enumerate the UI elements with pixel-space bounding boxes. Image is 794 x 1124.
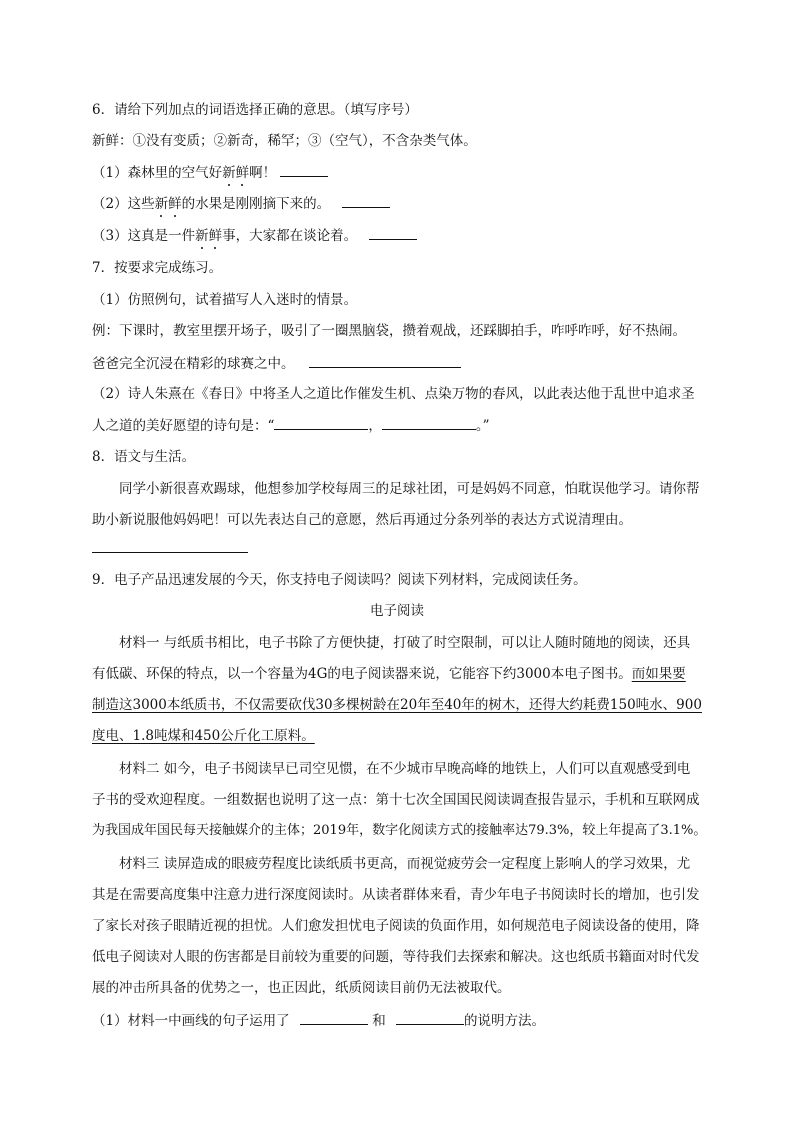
q6-item-1-post: 啊！ [249, 165, 277, 181]
material2-line2: 子书的受欢迎程度。一组数据也说明了这一点：第十七次全国国民阅读调查报告显示，手机和互联网成 [92, 792, 700, 808]
q6-item-1 [92, 162, 328, 183]
q7-sub2-end: 。” [475, 418, 490, 434]
q7-sub1: （1）仿照例句，试着描写人入迷时的情景。 [92, 292, 358, 308]
q7-stem: 7．按要求完成练习。 [92, 260, 223, 276]
material1-line2-text: 有低碳、环保的特点，以一个容量为4G的电子阅读器来说，它能容下约3000本电子图书。 [92, 666, 632, 682]
material2-line1: 材料二 如今，电子书阅读早已司空见惯，在不少城市早晚高峰的地铁上，人们可以直观感受到电 [119, 761, 691, 777]
q8-paragraph-line1: 同学小新很喜欢踢球，他想参加学校每周三的足球社团，可是妈妈不同意，怕耽误他学习。请你帮 [119, 481, 700, 497]
q7-sub2-mid: ， [368, 418, 382, 434]
dotted-char: 鲜 [208, 228, 223, 244]
q9-sub1-pre: （1）材料一中画线的句子运用了 [92, 1013, 290, 1029]
q6-meanings: 新鲜：①没有变质；②新奇，稀罕；③（空气），不含杂类气体。 [92, 133, 477, 149]
dotted-char: 鲜 [168, 196, 182, 212]
material1-line3: 制造这3000本纸质书，不仅需要砍伐30多棵树龄在20年至40年的树木，还得大约耗费150吨水、900 [92, 697, 702, 713]
material2-line3: 为我国成年国民每天接触媒介的主体；2019年，数字化阅读方式的接触率达79.3%，较上年提高了3.1%。 [92, 823, 707, 838]
q6-item-2 [92, 193, 390, 214]
q6-item-3-post: 事，大家都在谈论着。 [222, 228, 358, 244]
q8-paragraph-line2: 助小新说服他妈妈吧！可以先表达自己的意愿，然后再通过分条列举的表达方式说清理由。 [92, 512, 632, 528]
q6-item-3-pre: （3）这真是一件 [92, 228, 196, 244]
underlined-sentence: 而如果要 [631, 666, 686, 682]
material3-line2: 其是在需要高度集中注意力进行深度阅读时。从读者群体来看，青少年电子书阅读时长的增加，也引发 [92, 887, 700, 903]
q8-answer-blank[interactable] [92, 552, 248, 553]
q9-title: 电子阅读 [370, 603, 424, 619]
q9-stem: 9．电子产品迅速发展的今天，你支持电子阅读吗？阅读下列材料，完成阅读任务。 [92, 572, 587, 588]
answer-blank[interactable] [280, 162, 328, 177]
answer-blank[interactable] [309, 353, 461, 368]
material1-line1: 材料一 与纸质书相比，电子书除了方便快捷，打破了时空限制，可以让人随时随地的阅读，还具 [119, 635, 691, 651]
material1-line2 [92, 664, 686, 684]
q7-sub2-line1: （2）诗人朱熹在《春日》中将圣人之道比作催发生机、点染万物的春风，以此表达他于乱世中追求圣 [92, 386, 695, 402]
q8-stem: 8．语文与生活。 [92, 449, 196, 465]
q7-prompt-text: 爸爸完全沉浸在精彩的球赛之中。 [92, 356, 295, 372]
q9-sub1-post: 的说明方法。 [463, 1013, 545, 1029]
answer-blank[interactable] [274, 415, 368, 430]
answer-blank[interactable] [342, 193, 390, 208]
material3-line5: 展的冲击所具备的优势之一，也正因此，纸质阅读目前仍无法被取代。 [92, 980, 511, 996]
dotted-char: 鲜 [235, 165, 250, 181]
q9-sub1-mid: 和 [372, 1013, 386, 1029]
material1-line4: 度电、1.8吨煤和450公斤化工原料。 [92, 728, 315, 744]
q6-item-3 [92, 225, 417, 246]
q7-sub2-pre: 人之道的美好愿望的诗句是：“ [92, 418, 275, 434]
q7-sub2-line2 [92, 415, 490, 436]
dotted-char: 新 [154, 196, 169, 212]
q6-item-2-post: 的水果是刚刚摘下来的。 [181, 196, 331, 212]
answer-blank[interactable] [300, 1010, 368, 1025]
q7-example: 例：下课时，教室里摆开场子，吸引了一圈黑脑袋，攒着观战，还踩脚拍手，咋呼咋呼，好不热闹。 [92, 323, 686, 339]
material3-line4: 低电子阅读对人眼的伤害都是目前较为重要的问题，等待我们去探索和解决。这也纸质书籍面对时代发 [92, 949, 700, 965]
answer-blank[interactable] [396, 1010, 464, 1025]
q6-item-2-pre: （2）这些 [92, 196, 155, 212]
q7-prompt [92, 353, 461, 374]
material3-line3: 了家长对孩子眼睛近视的担忧。人们愈发担忧电子阅读的负面作用，如何规范电子阅读设备的使用，降 [92, 918, 700, 934]
q6-item-1-pre: （1）森林里的空气好 [92, 165, 223, 181]
dotted-char: 新 [195, 228, 209, 244]
q9-sub1 [92, 1010, 545, 1031]
answer-blank[interactable] [382, 415, 476, 430]
material3-line1: 材料三 读屏造成的眼疲劳程度比读纸质书更高，而视觉疲劳会一定程度上影响人的学习效果，尤 [119, 856, 691, 872]
q6-stem: 6．请给下列加点的词语选择正确的意思。（填写序号） [92, 102, 418, 118]
dotted-char: 新 [222, 165, 236, 181]
answer-blank[interactable] [369, 225, 417, 240]
